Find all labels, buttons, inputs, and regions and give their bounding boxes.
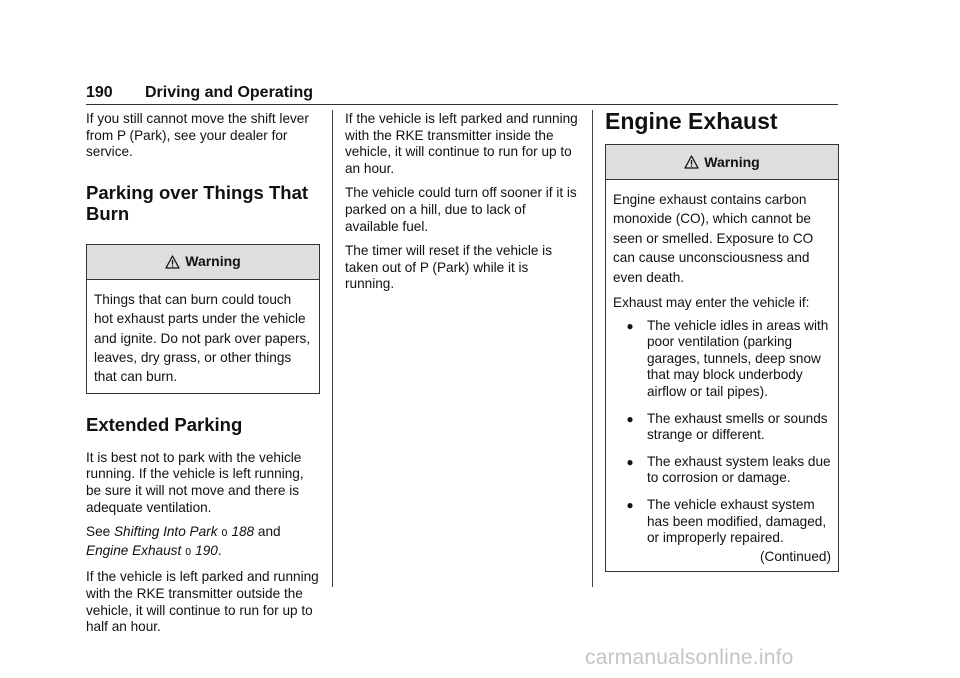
page-reference-symbol: 0 <box>185 546 192 558</box>
list-item: ● The exhaust smells or sounds strange or different. <box>613 411 831 444</box>
column-left <box>86 111 320 644</box>
bullet-icon: ● <box>626 318 634 333</box>
warning-title: Warning <box>704 153 760 170</box>
column-right <box>605 108 839 572</box>
warning-triangle-icon <box>165 255 180 269</box>
list-item: ● The vehicle idles in areas with poor ventilation (parking garages, tunnels, deep snow that may block underbody airflow or tail pipes). <box>613 318 831 401</box>
warning-box-parking <box>86 244 320 394</box>
heading-extended-parking: Extended Parking <box>86 413 243 435</box>
page-reference-symbol: 0 <box>221 528 228 540</box>
link-page-190[interactable]: 190 <box>195 542 218 558</box>
page-header <box>86 82 838 105</box>
warning-header <box>606 145 838 180</box>
column-divider <box>592 110 593 587</box>
link-page-188[interactable]: 188 <box>231 524 255 540</box>
continued-label: (Continued) <box>759 548 831 564</box>
heading-engine-exhaust: Engine Exhaust <box>605 108 778 134</box>
turn-off-sooner-paragraph: The vehicle could turn off sooner if it is parked on a hill, due to lack of available fuel. <box>345 185 577 234</box>
rke-outside-paragraph: If the vehicle is left parked and running with the RKE transmitter outside the vehicle, it will continue to run for up to half an hour. <box>86 569 319 635</box>
warning-text: Engine exhaust contains carbon monoxide (CO), which cannot be seen or smelled. Exposure to CO can cause unconsciousness and even death. <box>613 192 814 285</box>
see-references: See Shifting Into Park 0 188 and Engine Exhaust 0 190. <box>86 524 281 558</box>
page-number: 190 <box>86 84 113 101</box>
intro-paragraph: If you still cannot move the shift lever from P (Park), see your dealer for service. <box>86 111 309 160</box>
bullet-icon: ● <box>626 497 634 512</box>
warning-title: Warning <box>185 253 241 270</box>
bullet-icon: ● <box>626 411 634 426</box>
column-divider <box>332 110 333 587</box>
bullet-icon: ● <box>626 454 634 469</box>
column-middle <box>345 111 579 301</box>
warning-triangle-icon <box>684 155 699 169</box>
section-title: Driving and Operating <box>145 84 314 101</box>
link-engine-exhaust[interactable]: Engine Exhaust <box>86 542 182 558</box>
timer-reset-paragraph: The timer will reset if the vehicle is taken out of P (Park) while it is running. <box>345 243 552 292</box>
warning-text: Things that can burn could touch hot exhaust parts under the vehicle and ignite. Do not park over papers, leaves, dry grass, or other things that can burn. <box>94 291 311 385</box>
warning-lead-in: Exhaust may enter the vehicle if: <box>613 295 810 311</box>
warning-header <box>87 245 319 280</box>
rke-inside-paragraph: If the vehicle is left parked and running with the RKE transmitter inside the vehicle, it will continue to run for up to an hour. <box>345 111 578 176</box>
list-item: ● The vehicle exhaust system has been modified, damaged, or improperly repaired. <box>613 497 831 547</box>
warning-body <box>606 180 838 571</box>
warning-body <box>87 280 319 393</box>
link-shifting-into-park[interactable]: Shifting Into Park <box>113 524 218 540</box>
warning-box-exhaust <box>605 144 839 572</box>
heading-parking-over-things: Parking over Things That Burn <box>86 181 309 224</box>
extended-parking-paragraph: It is best not to park with the vehicle running. If the vehicle is left running, be sure it will not move and there is adequate ventilation. <box>86 449 304 515</box>
watermark: carmanualsonline.info <box>585 646 794 669</box>
list-item: ● The exhaust system leaks due to corrosion or damage. <box>613 454 831 487</box>
